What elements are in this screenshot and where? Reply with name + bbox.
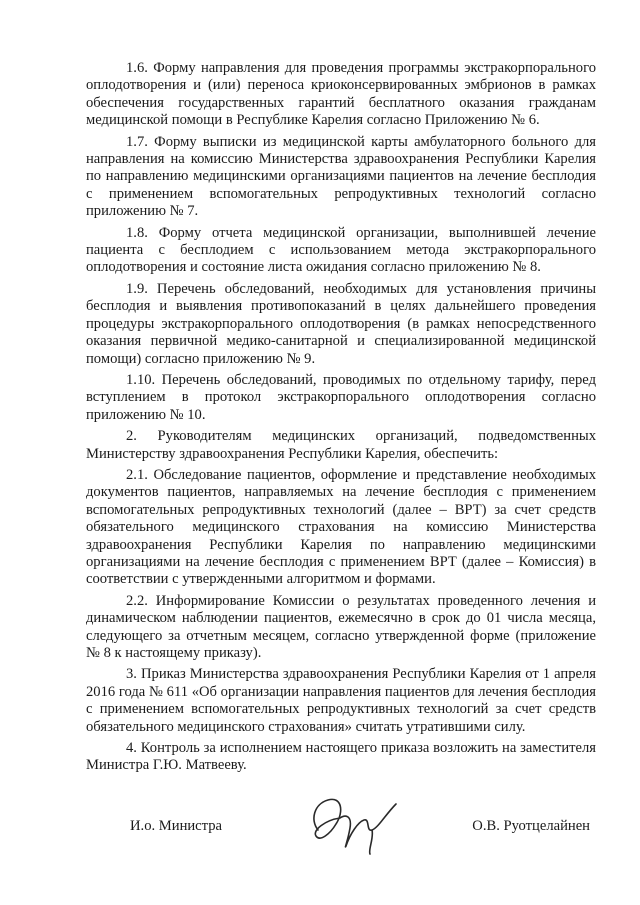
paragraph-4: 4. Контроль за исполнением настоящего приказа возложить на заместителя Министра Г.Ю. Матвееву.	[86, 740, 596, 774]
document-body	[86, 60, 596, 779]
paragraph-1-8: 1.8. Форму отчета медицинской организации, выполнившей лечение пациента с бесплодием с использованием метода экстракорпорального оплодотворения и состояние листа ожидания согласно приложению № 8.	[86, 224, 596, 276]
paragraph-2: 2. Руководителям медицинских организаций, подведомственных Министерству здравоохранения Республики Карелия, обеспечить:	[86, 428, 596, 462]
signer-name: О.В. Руотцелайнен	[472, 818, 590, 834]
paragraph-2-1: 2.1. Обследование пациентов, оформление и представление необходимых документов пациентов, направляемых на лечение бесплодия с применением вспомогательных репродуктивных технологий (далее – ВРТ) за счет средств обязательного медицинского страхования на комиссию Министерства здравоохранения Республики Карелия по направлению медицинскими организациями на лечение бесплодия с применением ВРТ (далее – Комиссия) в соответствии с утвержденными алгоритмом и формами.	[86, 466, 596, 588]
paragraph-3: 3. Приказ Министерства здравоохранения Республики Карелия от 1 апреля 2016 года № 611 «Об организации направления пациентов для лечения бесплодия с применением вспомогательных репродуктивных технологий за счет средств обязательного медицинского страхования» считать утратившими силу.	[86, 666, 596, 735]
paragraph-1-6: 1.6. Форму направления для проведения программы экстракорпорального оплодотворения и (или) переноса криоконсервированных эмбрионов в рамках обеспечения государственных гарантий бесплатного оказания гражданам медицинской помощи в Республике Карелия согласно Приложению № 6.	[86, 60, 596, 129]
position-title: И.о. Министра	[130, 818, 222, 834]
paragraph-1-10: 1.10. Перечень обследований, проводимых по отдельному тарифу, перед вступлением в протокол экстракорпорального оплодотворения согласно приложению № 10.	[86, 371, 596, 423]
signature-block	[130, 818, 590, 848]
paragraph-2-2: 2.2. Информирование Комиссии о результатах проведенного лечения и динамическом наблюдении пациентов, ежемесячно в срок до 01 числа месяца, следующего за отчетным месяцем, согласно утвержденной форме (приложение № 8 к настоящему приказу).	[86, 592, 596, 661]
paragraph-1-7: 1.7. Форму выписки из медицинской карты амбулаторного больного для направления на комиссию Министерства здравоохранения Республики Карелия по направлению медицинскими организациями пациентов на лечение бесплодия с применением вспомогательных репродуктивных технологий согласно приложению № 7.	[86, 133, 596, 220]
paragraph-1-9: 1.9. Перечень обследований, необходимых для установления причины бесплодия и выявления противопоказаний в целях дальнейшего проведения процедуры экстракорпорального оплодотворения (в рамках непосредственного оказания первичной медико-санитарной и специализированной медицинской помощи) согласно приложению № 9.	[86, 280, 596, 367]
